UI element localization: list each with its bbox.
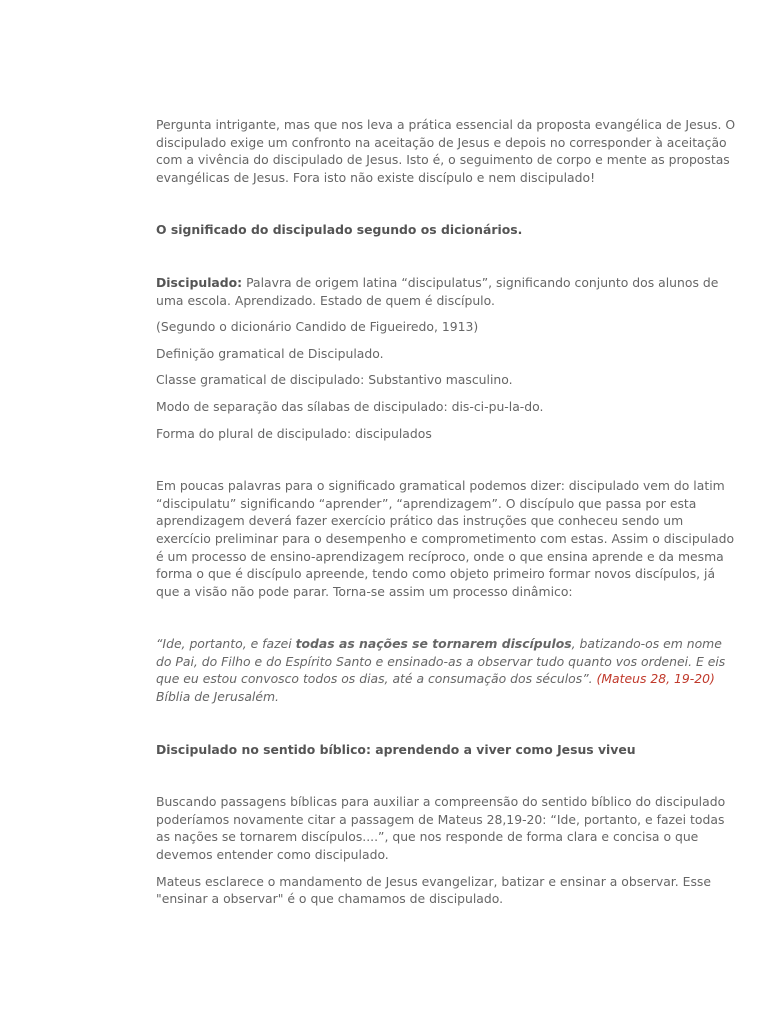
source-note: (Segundo o dicionário Candido de Figueiredo, 1913)	[156, 319, 479, 335]
biblical-paragraph: Buscando passagens bíblicas para auxiliar a compreensão do sentido bíblico do discipulado poderíamos novamente citar a passagem de Mateus 28,19-20: “Ide, portanto, e fazei todas as nações se tornarem discípulos....”, que nos responde de forma clara e concisa o que devemos entender como discipulado.	[156, 794, 726, 863]
intro-paragraph: Pergunta intrigante, mas que nos leva a prática essencial da proposta evangélica de Jesus. O discipulado exige um confronto na aceitação de Jesus e depois no corresponder à aceitação com a vivência do discipulado de Jesus. Isto é, o seguimento de corpo e mente as propostas evangélicas de Jesus. Fora isto não existe discípulo e nem discipulado!	[156, 117, 736, 185]
quote-part-1: “Ide, portanto, e fazei	[156, 636, 296, 652]
quote-reference: (Mateus 28, 19-20)	[596, 671, 715, 687]
quote-emphasis: todas as nações se tornarem discípulos	[295, 636, 572, 652]
plural-form: Forma do plural de discipulado: discipulados	[156, 425, 432, 441]
grammar-definition: Definição gramatical de Discipulado.	[156, 345, 384, 361]
quote-part-3: Bíblia de Jerusalém.	[156, 689, 279, 705]
syllables: Modo de separação das sílabas de discipulado: dis-ci-pu-la-do.	[156, 398, 544, 414]
heading-biblical: Discipulado no sentido bíblico: aprendendo a viver como Jesus viveu	[156, 741, 636, 757]
quote-part-2: , batizando-os em nome do Pai, do Filho e do Espírito Santo e ensinado-as a observar tudo quanto vos ordenei. E eis que eu estou convosco todos os dias, até a consumação dos séculos”.	[156, 636, 726, 687]
grammar-class: Classe gramatical de discipulado: Substantivo masculino.	[156, 372, 513, 388]
document-body	[156, 116, 736, 908]
definition-term: Discipulado:	[156, 274, 243, 290]
definition-text: Palavra de origem latina “discipulatus”, significando conjunto dos alunos de uma escola. Aprendizado. Estado de quem é discípulo.	[156, 274, 719, 308]
bible-quote	[156, 635, 736, 705]
definition-paragraph	[156, 274, 736, 309]
summary-paragraph: Em poucas palavras para o significado gramatical podemos dizer: discipulado vem do latim “discipulatu” significando “aprender”, “aprendizagem”. O discípulo que passa por esta aprendizagem deverá fazer exercício prático das instruções que conheceu sendo um exercício preliminar para o desempenho e comprometimento com estas. Assim o discipulado é um processo de ensino-aprendizagem recíproco, onde o que ensina aprende e da mesma forma o que é discípulo apreende, tendo como objeto primeiro formar novos discípulos, já que a visão não pode parar. Torna-se assim um processo dinâmico:	[156, 478, 735, 599]
heading-dictionary: O significado do discipulado segundo os dicionários.	[156, 222, 523, 238]
closing-paragraph: Mateus esclarece o mandamento de Jesus evangelizar, batizar e ensinar a observar. Esse "ensinar a observar" é o que chamamos de discipulado.	[156, 873, 712, 907]
